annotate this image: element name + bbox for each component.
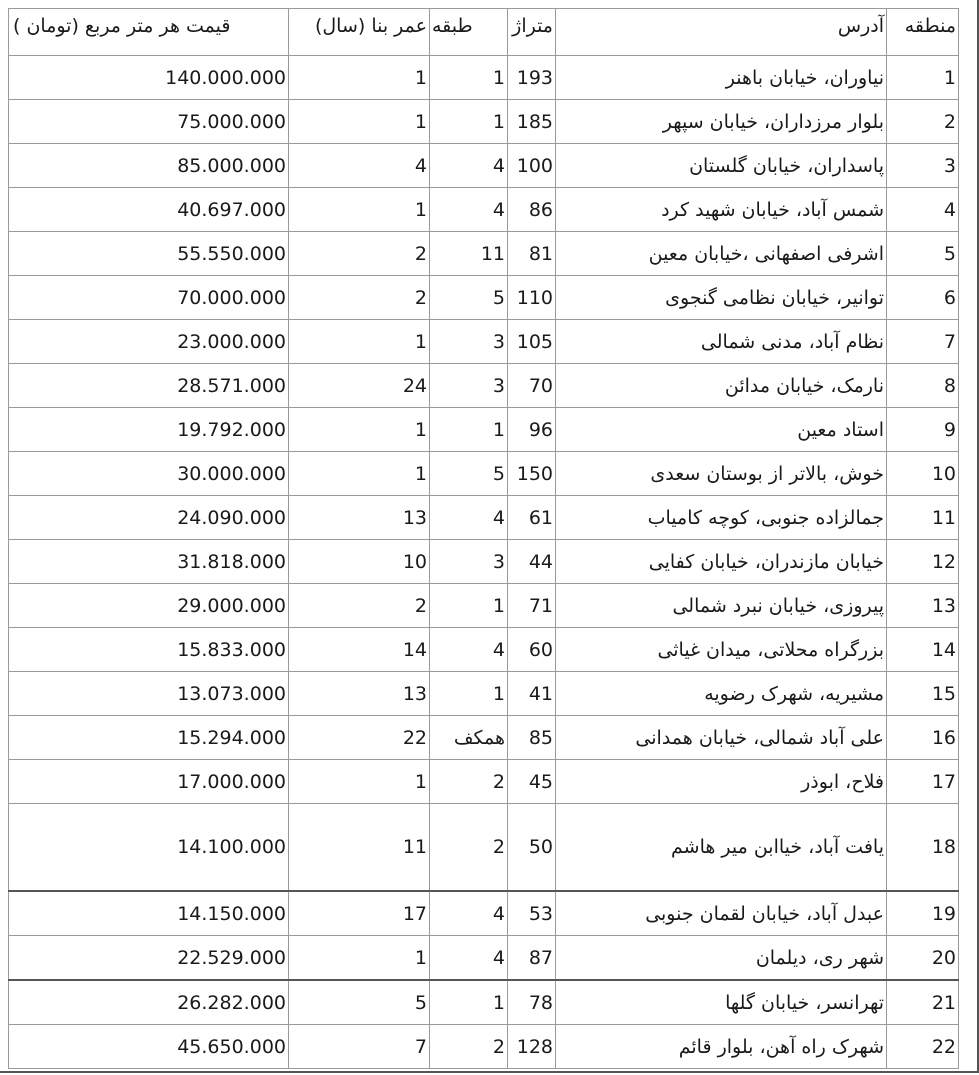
cell-address: پاسداران، خیابان گلستان (556, 144, 887, 188)
cell-region: 4 (887, 188, 959, 232)
cell-age: 1 (289, 760, 430, 804)
cell-region: 12 (887, 540, 959, 584)
cell-floor: 2 (430, 804, 508, 892)
cell-address: پیروزی، خیابان نبرد شمالی (556, 584, 887, 628)
cell-price: 31.818.000 (9, 540, 289, 584)
cell-area: 85 (508, 716, 556, 760)
table-row (9, 100, 959, 144)
cell-age: 1 (289, 100, 430, 144)
cell-floor: 11 (430, 232, 508, 276)
cell-floor: 3 (430, 364, 508, 408)
table-row (9, 364, 959, 408)
cell-area: 41 (508, 672, 556, 716)
cell-price: 17.000.000 (9, 760, 289, 804)
cell-floor: 2 (430, 760, 508, 804)
cell-age: 4 (289, 144, 430, 188)
cell-address: علی آباد شمالی، خیابان همدانی (556, 716, 887, 760)
cell-area: 50 (508, 804, 556, 892)
cell-price: 14.100.000 (9, 804, 289, 892)
cell-age: 5 (289, 980, 430, 1025)
header-floor: طبقه (430, 9, 508, 56)
cell-region: 16 (887, 716, 959, 760)
cell-address: نظام آباد، مدنی شمالی (556, 320, 887, 364)
cell-price: 26.282.000 (9, 980, 289, 1025)
cell-age: 1 (289, 408, 430, 452)
cell-area: 61 (508, 496, 556, 540)
cell-area: 110 (508, 276, 556, 320)
cell-region: 9 (887, 408, 959, 452)
cell-region: 18 (887, 804, 959, 892)
cell-address: خوش، بالاتر از بوستان سعدی (556, 452, 887, 496)
cell-address: نارمک، خیابان مدائن (556, 364, 887, 408)
header-region: منطقه (887, 9, 959, 56)
cell-age: 11 (289, 804, 430, 892)
cell-floor: 1 (430, 672, 508, 716)
cell-area: 45 (508, 760, 556, 804)
table-row (9, 584, 959, 628)
cell-area: 128 (508, 1025, 556, 1069)
cell-address: شمس آباد، خیابان شهید کرد (556, 188, 887, 232)
table-body (9, 56, 959, 1069)
table-row (9, 452, 959, 496)
cell-floor: 1 (430, 980, 508, 1025)
cell-floor: 1 (430, 584, 508, 628)
cell-floor: 4 (430, 144, 508, 188)
cell-floor: 4 (430, 188, 508, 232)
cell-region: 11 (887, 496, 959, 540)
cell-price: 24.090.000 (9, 496, 289, 540)
cell-price: 85.000.000 (9, 144, 289, 188)
cell-floor: 2 (430, 1025, 508, 1069)
cell-price: 40.697.000 (9, 188, 289, 232)
cell-address: بزرگراه محلاتی، میدان غیاثی (556, 628, 887, 672)
cell-age: 13 (289, 672, 430, 716)
cell-region: 2 (887, 100, 959, 144)
cell-address: بلوار مرزداران، خیابان سپهر (556, 100, 887, 144)
header-price: قیمت هر متر مربع (تومان ) (9, 9, 289, 56)
cell-floor: 3 (430, 540, 508, 584)
cell-area: 87 (508, 936, 556, 981)
cell-age: 7 (289, 1025, 430, 1069)
cell-area: 193 (508, 56, 556, 100)
cell-region: 19 (887, 891, 959, 936)
table-row (9, 540, 959, 584)
cell-price: 13.073.000 (9, 672, 289, 716)
cell-age: 1 (289, 320, 430, 364)
cell-age: 24 (289, 364, 430, 408)
cell-region: 6 (887, 276, 959, 320)
cell-area: 185 (508, 100, 556, 144)
cell-age: 17 (289, 891, 430, 936)
cell-region: 21 (887, 980, 959, 1025)
cell-floor: 5 (430, 452, 508, 496)
cell-area: 96 (508, 408, 556, 452)
cell-price: 15.833.000 (9, 628, 289, 672)
cell-area: 60 (508, 628, 556, 672)
cell-floor: 1 (430, 100, 508, 144)
cell-area: 78 (508, 980, 556, 1025)
cell-area: 86 (508, 188, 556, 232)
cell-address: جمالزاده جنوبی، کوچه کامیاب (556, 496, 887, 540)
cell-price: 23.000.000 (9, 320, 289, 364)
cell-area: 81 (508, 232, 556, 276)
cell-area: 53 (508, 891, 556, 936)
cell-age: 2 (289, 276, 430, 320)
cell-price: 22.529.000 (9, 936, 289, 981)
cell-price: 45.650.000 (9, 1025, 289, 1069)
cell-region: 1 (887, 56, 959, 100)
cell-region: 8 (887, 364, 959, 408)
cell-floor: 5 (430, 276, 508, 320)
cell-price: 75.000.000 (9, 100, 289, 144)
cell-floor: 4 (430, 936, 508, 981)
cell-floor: 4 (430, 891, 508, 936)
cell-price: 70.000.000 (9, 276, 289, 320)
cell-area: 44 (508, 540, 556, 584)
header-address: آدرس (556, 9, 887, 56)
cell-price: 15.294.000 (9, 716, 289, 760)
cell-price: 28.571.000 (9, 364, 289, 408)
cell-address: نیاوران، خیابان باهنر (556, 56, 887, 100)
cell-address: توانیر، خیابان نظامی گنجوی (556, 276, 887, 320)
header-age: عمر بنا (سال) (289, 9, 430, 56)
cell-age: 2 (289, 232, 430, 276)
cell-age: 1 (289, 936, 430, 981)
table-row (9, 760, 959, 804)
cell-price: 29.000.000 (9, 584, 289, 628)
cell-area: 105 (508, 320, 556, 364)
cell-area: 150 (508, 452, 556, 496)
table-row (9, 276, 959, 320)
cell-address: شهرک راه آهن، بلوار قائم (556, 1025, 887, 1069)
cell-price: 14.150.000 (9, 891, 289, 936)
cell-region: 14 (887, 628, 959, 672)
cell-floor: 4 (430, 496, 508, 540)
cell-address: یافت آباد، خیاابن میر هاشم (556, 804, 887, 892)
cell-floor: 3 (430, 320, 508, 364)
cell-age: 22 (289, 716, 430, 760)
table-row (9, 320, 959, 364)
cell-age: 1 (289, 56, 430, 100)
cell-address: استاد معین (556, 408, 887, 452)
cell-region: 13 (887, 584, 959, 628)
cell-floor: 1 (430, 56, 508, 100)
cell-area: 100 (508, 144, 556, 188)
cell-area: 71 (508, 584, 556, 628)
cell-region: 10 (887, 452, 959, 496)
table-row (9, 188, 959, 232)
cell-address: فلاح، ابوذر (556, 760, 887, 804)
cell-floor: 4 (430, 628, 508, 672)
table-row (9, 891, 959, 936)
cell-price: 30.000.000 (9, 452, 289, 496)
table-row (9, 408, 959, 452)
table-row (9, 936, 959, 981)
table-row (9, 56, 959, 100)
cell-address: خیابان مازندران، خیابان کفایی (556, 540, 887, 584)
cell-address: شهر ری، دیلمان (556, 936, 887, 981)
cell-region: 17 (887, 760, 959, 804)
cell-floor: همکف (430, 716, 508, 760)
cell-age: 1 (289, 452, 430, 496)
cell-age: 10 (289, 540, 430, 584)
table-row (9, 980, 959, 1025)
cell-age: 14 (289, 628, 430, 672)
cell-price: 19.792.000 (9, 408, 289, 452)
cell-region: 5 (887, 232, 959, 276)
table-row (9, 804, 959, 892)
cell-address: عبدل آباد، خیابان لقمان جنوبی (556, 891, 887, 936)
cell-area: 70 (508, 364, 556, 408)
table-row (9, 232, 959, 276)
cell-region: 22 (887, 1025, 959, 1069)
cell-address: اشرفی اصفهانی ،خیابان معین (556, 232, 887, 276)
price-table (8, 8, 959, 1069)
table-row (9, 628, 959, 672)
cell-region: 15 (887, 672, 959, 716)
header-row (9, 9, 959, 56)
cell-floor: 1 (430, 408, 508, 452)
header-area: متراژ (508, 9, 556, 56)
cell-age: 2 (289, 584, 430, 628)
cell-address: تهرانسر، خیابان گلها (556, 980, 887, 1025)
cell-age: 1 (289, 188, 430, 232)
cell-region: 3 (887, 144, 959, 188)
table-row (9, 716, 959, 760)
table-row (9, 144, 959, 188)
cell-address: مشیریه، شهرک رضویه (556, 672, 887, 716)
table-row (9, 496, 959, 540)
cell-price: 140.000.000 (9, 56, 289, 100)
table-row (9, 1025, 959, 1069)
cell-price: 55.550.000 (9, 232, 289, 276)
cell-age: 13 (289, 496, 430, 540)
table-row (9, 672, 959, 716)
cell-region: 20 (887, 936, 959, 981)
cell-region: 7 (887, 320, 959, 364)
